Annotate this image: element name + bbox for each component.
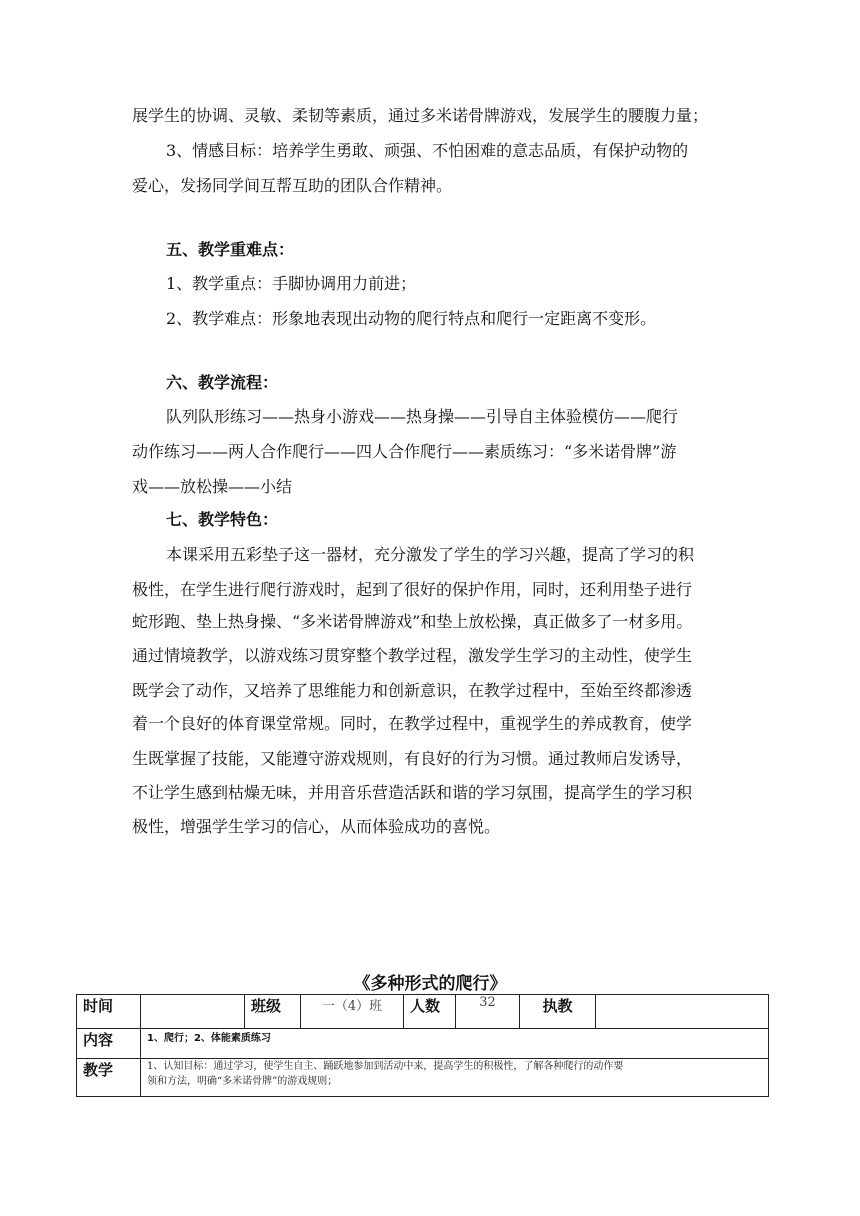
features-line: 既学会了动作，又培养了思维能力和创新意识，在教学过程中，至始至终都渗透 bbox=[132, 681, 693, 700]
table-title: 《多种形式的爬行》 bbox=[353, 974, 507, 994]
difficult-point-line: 2、教学难点：形象地表现出动物的爬行特点和爬行一定距离不变形。 bbox=[166, 309, 657, 328]
teaching-goals-line: 1、认知目标：通过学习，使学生自主、踊跃地参加到活动中来，提高学生的积极性，了解各种爬行的动作要 bbox=[147, 1061, 624, 1072]
class-label: 班级 bbox=[245, 995, 301, 1029]
teaching-goals bbox=[141, 1059, 769, 1097]
body-paragraph-line: 3、情感目标：培养学生勇敢、顽强、不怕困难的意志品质，有保护动物的 bbox=[166, 141, 689, 160]
content-value: 1、爬行；2、体能素质练习 bbox=[141, 1029, 769, 1059]
count-value: 32 bbox=[456, 995, 520, 1029]
class-value: 一（4）班 bbox=[301, 995, 404, 1029]
features-line: 通过情境教学，以游戏练习贯穿整个教学过程，激发学生学习的主动性，使学生 bbox=[132, 646, 693, 665]
table-row bbox=[77, 1059, 769, 1097]
features-line: 蛇形跑、垫上热身操、“多米诺骨牌游戏”和垫上放松操，真正做多了一材多用。 bbox=[132, 612, 693, 631]
teaching-goals-line: 领和方法，明确“多米诺骨牌”的游戏规则； bbox=[147, 1076, 338, 1087]
key-point-line: 1、教学重点：手脚协调用力前进； bbox=[166, 274, 417, 293]
features-line: 不让学生感到枯燥无味，并用音乐营造活跃和谐的学习氛围，提高学生的学习积 bbox=[132, 783, 693, 802]
lesson-info-table bbox=[76, 994, 769, 1097]
features-line: 着一个良好的体育课堂常规。同时，在教学过程中，重视学生的养成教育，使学 bbox=[132, 714, 693, 733]
teaching-label: 教学 bbox=[77, 1059, 141, 1097]
process-line: 戏——放松操——小结 bbox=[132, 477, 293, 496]
features-line: 生既掌握了技能，又能遵守游戏规则，有良好的行为习惯。通过教师启发诱导， bbox=[132, 749, 693, 768]
section-heading-features: 七、教学特色： bbox=[166, 510, 279, 529]
count-label: 人数 bbox=[404, 995, 456, 1029]
features-line: 本课采用五彩垫子这一器材，充分激发了学生的学习兴趣，提高了学习的积 bbox=[166, 545, 695, 564]
features-line: 极性，增强学生学习的信心，从而体验成功的喜悦。 bbox=[132, 817, 501, 836]
body-paragraph-line: 展学生的协调、灵敏、柔韧等素质，通过多米诺骨牌游戏，发展学生的腰腹力量； bbox=[132, 106, 709, 125]
content-label: 内容 bbox=[77, 1029, 141, 1059]
section-heading-process: 六、教学流程： bbox=[166, 373, 279, 392]
teacher-value bbox=[596, 995, 769, 1029]
teacher-label: 执教 bbox=[520, 995, 596, 1029]
table-row bbox=[77, 995, 769, 1029]
section-heading-difficulties: 五、教学重难点： bbox=[166, 240, 295, 259]
time-label: 时间 bbox=[77, 995, 141, 1029]
process-line: 队列队形练习——热身小游戏——热身操——引导自主体验模仿——爬行 bbox=[166, 407, 679, 426]
features-line: 极性，在学生进行爬行游戏时，起到了很好的保护作用，同时，还利用垫子进行 bbox=[132, 580, 693, 599]
table-row bbox=[77, 1029, 769, 1059]
time-value bbox=[141, 995, 245, 1029]
process-line: 动作练习——两人合作爬行——四人合作爬行——素质练习：“多米诺骨牌”游 bbox=[132, 442, 677, 461]
body-paragraph-line: 爱心，发扬同学间互帮互助的团队合作精神。 bbox=[132, 176, 453, 195]
